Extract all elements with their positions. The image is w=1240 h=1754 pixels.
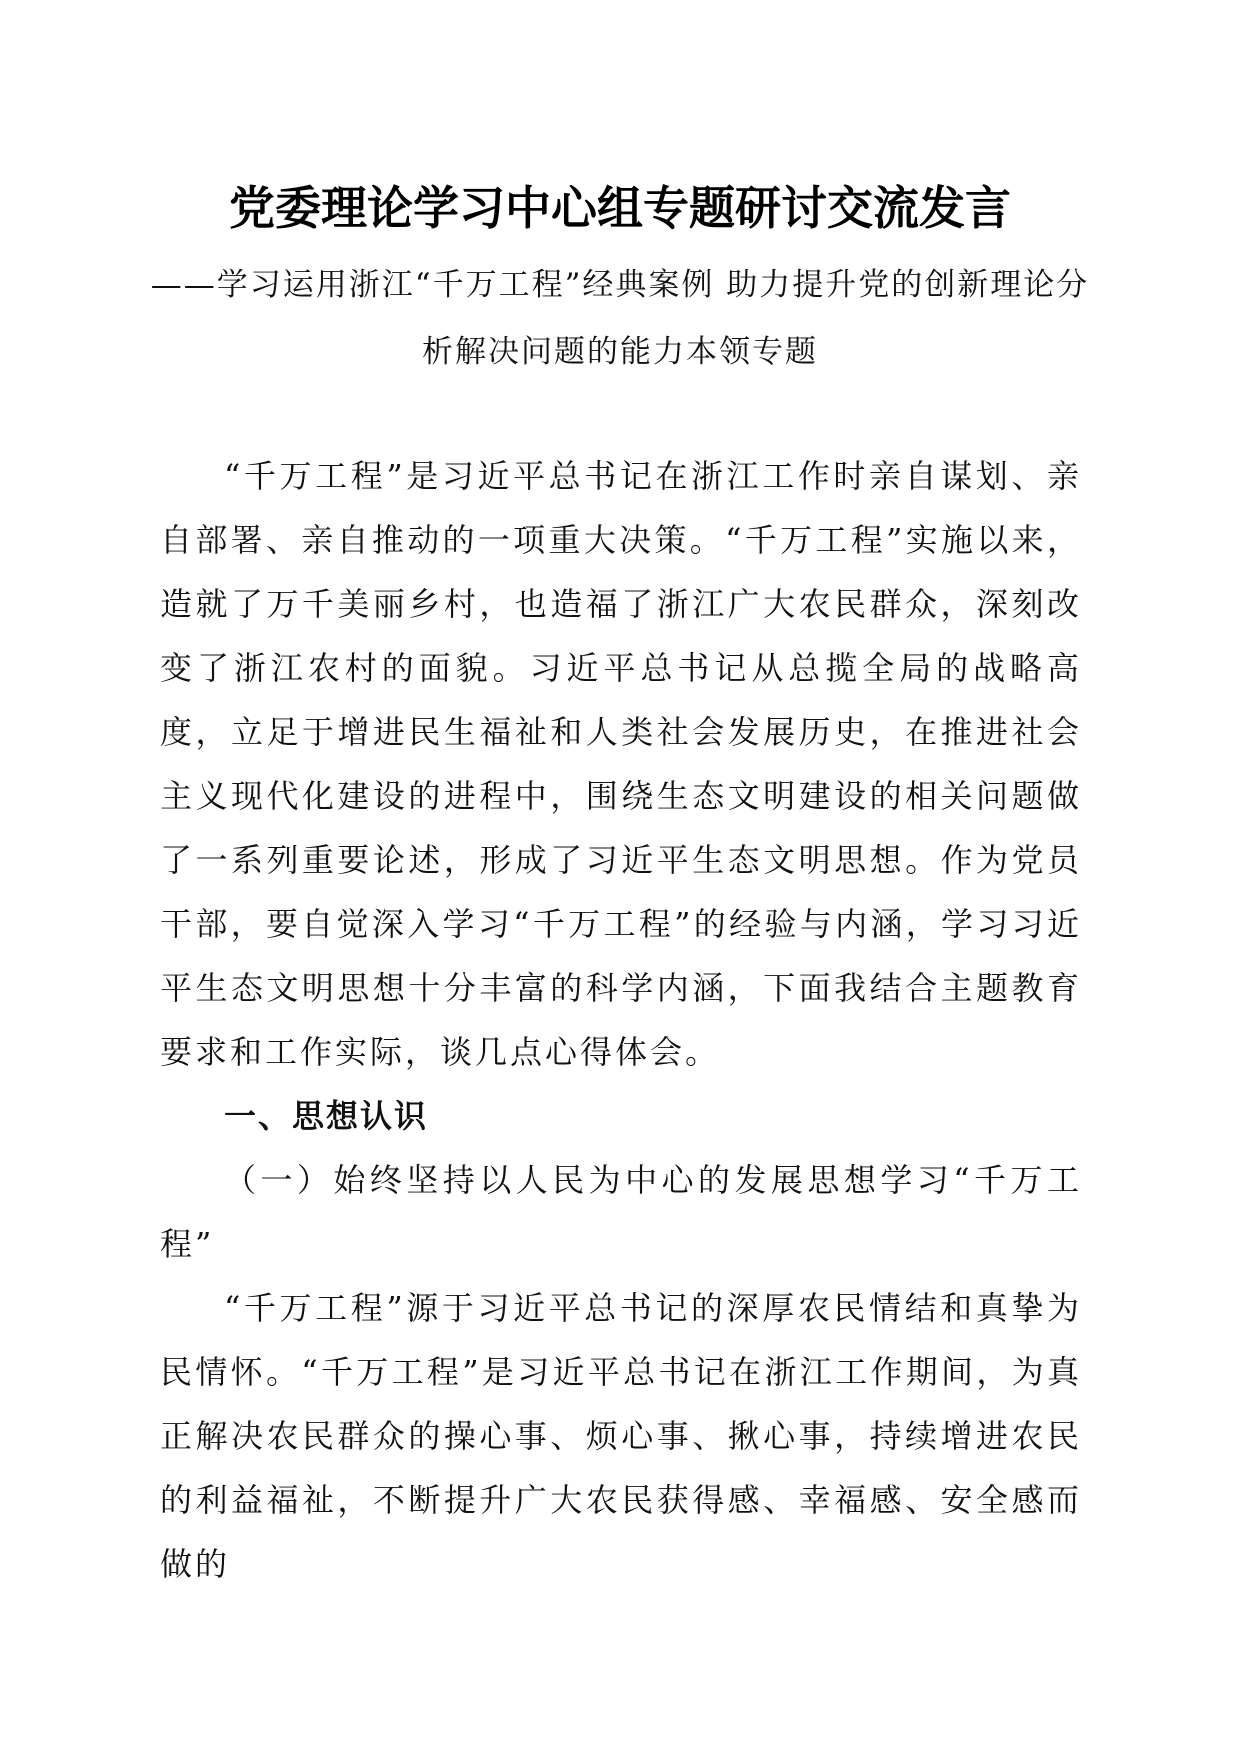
document-subtitle: ——学习运用浙江“千万工程”经典案例 助力提升党的创新理论分析解决问题的能力本领专题: [150, 267, 1090, 370]
paragraph-intro: “千万工程”是习近平总书记在浙江工作时亲自谋划、亲自部署、亲自推动的一项重大决策。“千万工程”实施以来，造就了万千美丽乡村，也造福了浙江广大农民群众，深刻改变了浙江农村的面貌。习近平总书记从总揽全局的战略高度，立足于增进民生福祉和人类社会发展历史，在推进社会主义现代化建设的进程中，围绕生态文明建设的相关问题做了一系列重要论述，形成了习近平生态文明思想。作为党员干部，要自觉深入学习“千万工程”的经验与内涵，学习习近平生态文明思想十分丰富的科学内涵，下面我结合主题教育要求和工作实际，谈几点心得体会。: [160, 457, 1082, 1071]
subsection-heading: （一）始终坚持以人民为中心的发展思想学习“千万工程”: [160, 1161, 1082, 1263]
paragraph-body: “千万工程”源于习近平总书记的深厚农民情结和真挚为民情怀。“千万工程”是习近平总书记在浙江工作期间，为真正解决农民群众的操心事、烦心事、揪心事，持续增进农民的利益福祉，不断提升广大农民获得感、幸福感、安全感而做的: [160, 1289, 1082, 1583]
document-title: 党委理论学习中心组专题研讨交流发言: [229, 181, 1011, 235]
section-heading: 一、思想认识: [224, 1097, 429, 1135]
document-body: [160, 444, 1082, 1596]
